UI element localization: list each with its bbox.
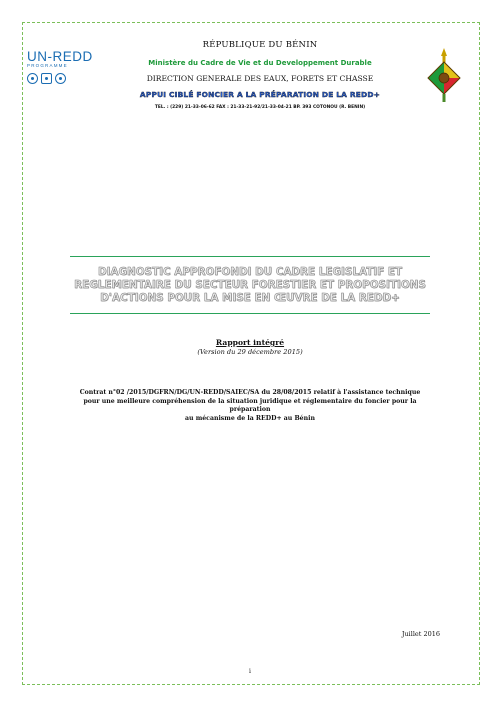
un-redd-logo-subtext: PROGRAMME — [27, 63, 68, 68]
un-redd-logo-text: UN-REDD — [27, 49, 93, 64]
undp-emblem-icon — [41, 73, 52, 84]
report-type: Rapport intégré — [215, 338, 285, 347]
publication-date: Juillet 2016 — [401, 630, 440, 638]
letterhead — [100, 40, 420, 110]
contract-reference: Contrat n°02 /2015/DGFRN/DG/UN-REDD/SAIEC/SA du 28/08/2015 relatif à l'assistance technique pour une meilleure compréhension de la situation juridique et réglementaire du foncier pour la préparation au mécanisme de la REDD+ au Bénin — [79, 389, 421, 422]
document-title: DIAGNOSTIC APPROFONDI DU CADRE LEGISLATIF ET REGLEMENTAIRE DU SECTEUR FORESTIER ET PROPOSITIONS D'ACTIONS POUR LA MISE EN ŒUVRE DE LA REDD+ — [74, 265, 426, 304]
contact-line: TEL. : (229) 21-33-06-62 FAX : 21-33-21-92/21-33-04-21 BP. 393 COTONOU (R. BENIN) — [154, 105, 366, 110]
unep-emblem-icon — [55, 73, 66, 84]
un-agency-emblems — [27, 73, 97, 84]
republic-name: RÉPUBLIQUE DU BÉNIN — [202, 40, 318, 50]
report-version: (Version du 29 décembre 2015) — [197, 348, 303, 356]
page-number: i — [249, 668, 251, 675]
program-name: APPUI CIBLÉ FONCIER A LA PRÉPARATION DE LA REDD+ — [139, 90, 381, 99]
ministry-name: Ministère du Cadre de Vie et du Developpement Durable — [148, 59, 372, 67]
document-title-box — [70, 256, 430, 314]
direction-name: DIRECTION GENERALE DES EAUX, FORETS ET CHASSE — [146, 74, 374, 83]
forestry-directorate-emblem-icon — [426, 46, 462, 108]
fao-emblem-icon — [27, 73, 38, 84]
un-redd-logo — [27, 50, 97, 98]
